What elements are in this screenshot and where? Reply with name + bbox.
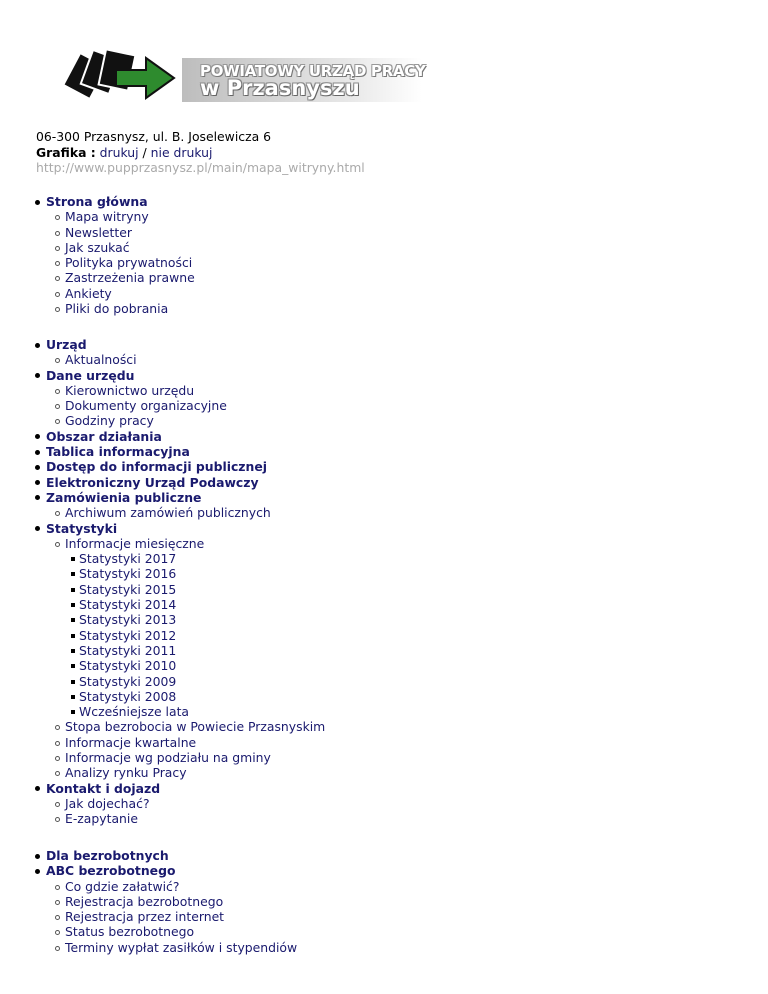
list-item	[46, 209, 734, 224]
contact-subitems	[46, 796, 734, 827]
by-municipality-link[interactable]: Informacje wg podziału na gminy	[65, 750, 271, 766]
news-link[interactable]: Aktualności	[65, 352, 137, 368]
monthly-info-link[interactable]: Informacje miesięczne	[65, 535, 205, 551]
sitemap-item-office	[34, 337, 734, 368]
info-board-link[interactable]: Tablica informacyjna	[46, 444, 190, 460]
sitemap-item-statistics	[34, 521, 734, 781]
office-data-subitems	[46, 383, 734, 429]
stats-2012-link[interactable]: Statystyki 2012	[79, 627, 177, 643]
list-item	[46, 352, 734, 367]
home-link[interactable]: Strona główna	[46, 194, 148, 209]
list-item	[65, 628, 734, 643]
sitemap-group-home	[34, 194, 734, 316]
list-item	[46, 796, 734, 811]
list-item	[46, 894, 734, 909]
list-item	[46, 270, 734, 285]
list-item	[65, 612, 734, 627]
procurement-archive-link[interactable]: Archiwum zamówień publicznych	[65, 505, 271, 521]
sitemap-link[interactable]: Mapa witryny	[65, 209, 149, 225]
sitemap-item-home	[34, 194, 734, 316]
stats-2010-link[interactable]: Statystyki 2010	[79, 658, 177, 674]
stats-2016-link[interactable]: Statystyki 2016	[79, 566, 177, 582]
sitemap-item-area	[34, 429, 734, 444]
logo-subtitle: w Przasnyszu	[200, 76, 360, 100]
list-item	[65, 689, 734, 704]
e-office-link[interactable]: Elektroniczny Urząd Podawczy	[46, 474, 259, 490]
stats-2015-link[interactable]: Statystyki 2015	[79, 581, 177, 597]
online-registration-link[interactable]: Rejestracja przez internet	[65, 909, 225, 925]
abc-unemployed-link[interactable]: ABC bezrobotnego	[46, 863, 176, 879]
page-header	[36, 129, 365, 176]
list-item	[65, 551, 734, 566]
e-inquiry-link[interactable]: E-zapytanie	[65, 811, 138, 827]
list-item	[46, 225, 734, 240]
list-item	[46, 735, 734, 750]
for-unemployed-link[interactable]: Dla bezrobotnych	[46, 848, 169, 863]
newsletter-link[interactable]: Newsletter	[65, 224, 132, 240]
home-subitems	[46, 209, 734, 316]
directions-link[interactable]: Jak dojechać?	[65, 795, 150, 811]
stats-2009-link[interactable]: Statystyki 2009	[79, 673, 177, 689]
registration-link[interactable]: Rejestracja bezrobotnego	[65, 893, 224, 909]
sitemap-item-office-data	[34, 368, 734, 429]
sitemap-item-board	[34, 444, 734, 459]
separator: /	[142, 144, 147, 160]
list-item	[46, 398, 734, 413]
list-item	[65, 597, 734, 612]
stats-2014-link[interactable]: Statystyki 2014	[79, 597, 177, 613]
unemployment-rate-link[interactable]: Stopa bezrobocia w Powiecie Przasnyskim	[65, 719, 326, 735]
page-url: http://www.pupprzasnysz.pl/main/mapa_witryny.html	[36, 160, 365, 175]
sitemap-item-unemployed	[34, 848, 734, 863]
list-item	[46, 413, 734, 428]
payment-dates-link[interactable]: Terminy wypłat zasiłków i stypendiów	[65, 939, 298, 955]
list-item	[46, 286, 734, 301]
privacy-policy-link[interactable]: Polityka prywatności	[65, 255, 193, 271]
list-item	[46, 719, 734, 734]
legal-notice-link[interactable]: Zastrzeżenia prawne	[65, 270, 195, 286]
sitemap-item-contact	[34, 781, 734, 827]
noprint-link[interactable]: nie drukuj	[150, 144, 213, 160]
list-item	[46, 240, 734, 255]
list-item	[46, 924, 734, 939]
area-link[interactable]: Obszar działania	[46, 428, 162, 444]
contact-link[interactable]: Kontakt i dojazd	[46, 780, 161, 796]
address: 06-300 Przasnysz, ul. B. Joselewicza 6	[36, 129, 271, 144]
list-item	[65, 704, 734, 719]
how-to-search-link[interactable]: Jak szukać	[65, 239, 130, 255]
list-item	[46, 383, 734, 398]
list-item	[46, 750, 734, 765]
office-hours-link[interactable]: Godziny pracy	[65, 413, 154, 429]
stats-2017-link[interactable]: Statystyki 2017	[79, 551, 177, 567]
stats-earlier-link[interactable]: Wcześniejsze lata	[79, 704, 190, 720]
where-to-go-link[interactable]: Co gdzie załatwić?	[65, 878, 180, 894]
unemployed-status-link[interactable]: Status bezrobotnego	[65, 924, 195, 940]
procurement-subitems	[46, 505, 734, 520]
statistics-link[interactable]: Statystyki	[46, 520, 118, 536]
list-item	[46, 536, 734, 720]
list-item	[46, 909, 734, 924]
list-item	[65, 658, 734, 673]
monthly-subitems	[65, 551, 734, 719]
office-data-link[interactable]: Dane urzędu	[46, 367, 135, 383]
list-item	[65, 566, 734, 581]
list-item	[65, 674, 734, 689]
quarterly-info-link[interactable]: Informacje kwartalne	[65, 734, 197, 750]
list-item	[46, 301, 734, 316]
list-item	[46, 505, 734, 520]
list-item	[46, 940, 734, 955]
procurement-link[interactable]: Zamówienia publiczne	[46, 489, 202, 505]
graphics-switch	[36, 145, 365, 161]
office-link[interactable]: Urząd	[46, 337, 87, 352]
labour-market-link[interactable]: Analizy rynku Pracy	[65, 765, 187, 781]
sitemap-group-office	[34, 337, 734, 827]
statistics-subitems	[46, 536, 734, 781]
surveys-link[interactable]: Ankiety	[65, 285, 112, 301]
office-subitems	[46, 352, 734, 367]
stats-2011-link[interactable]: Statystyki 2011	[79, 642, 177, 658]
stats-2008-link[interactable]: Statystyki 2008	[79, 688, 177, 704]
sitemap-group-unemployed	[34, 848, 734, 955]
graphics-label: Grafika :	[36, 144, 96, 160]
stats-2013-link[interactable]: Statystyki 2013	[79, 612, 177, 628]
list-item	[65, 582, 734, 597]
list-item	[46, 811, 734, 826]
abc-subitems	[46, 879, 734, 955]
list-item	[46, 765, 734, 780]
downloads-link[interactable]: Pliki do pobrania	[65, 301, 169, 317]
list-item	[46, 255, 734, 270]
sitemap-item-epuap	[34, 475, 734, 490]
sitemap-item-procurement	[34, 490, 734, 521]
sitemap-item-public-info	[34, 459, 734, 474]
site-logo[interactable]	[62, 46, 426, 108]
logo-title: POWIATOWY URZĄD PRACY	[200, 62, 426, 80]
management-link[interactable]: Kierownictwo urzędu	[65, 382, 195, 398]
public-info-link[interactable]: Dostęp do informacji publicznej	[46, 459, 267, 475]
print-link[interactable]: drukuj	[99, 144, 139, 160]
org-documents-link[interactable]: Dokumenty organizacyjne	[65, 398, 227, 414]
sitemap-item-abc	[34, 863, 734, 955]
list-item	[46, 879, 734, 894]
list-item	[65, 643, 734, 658]
